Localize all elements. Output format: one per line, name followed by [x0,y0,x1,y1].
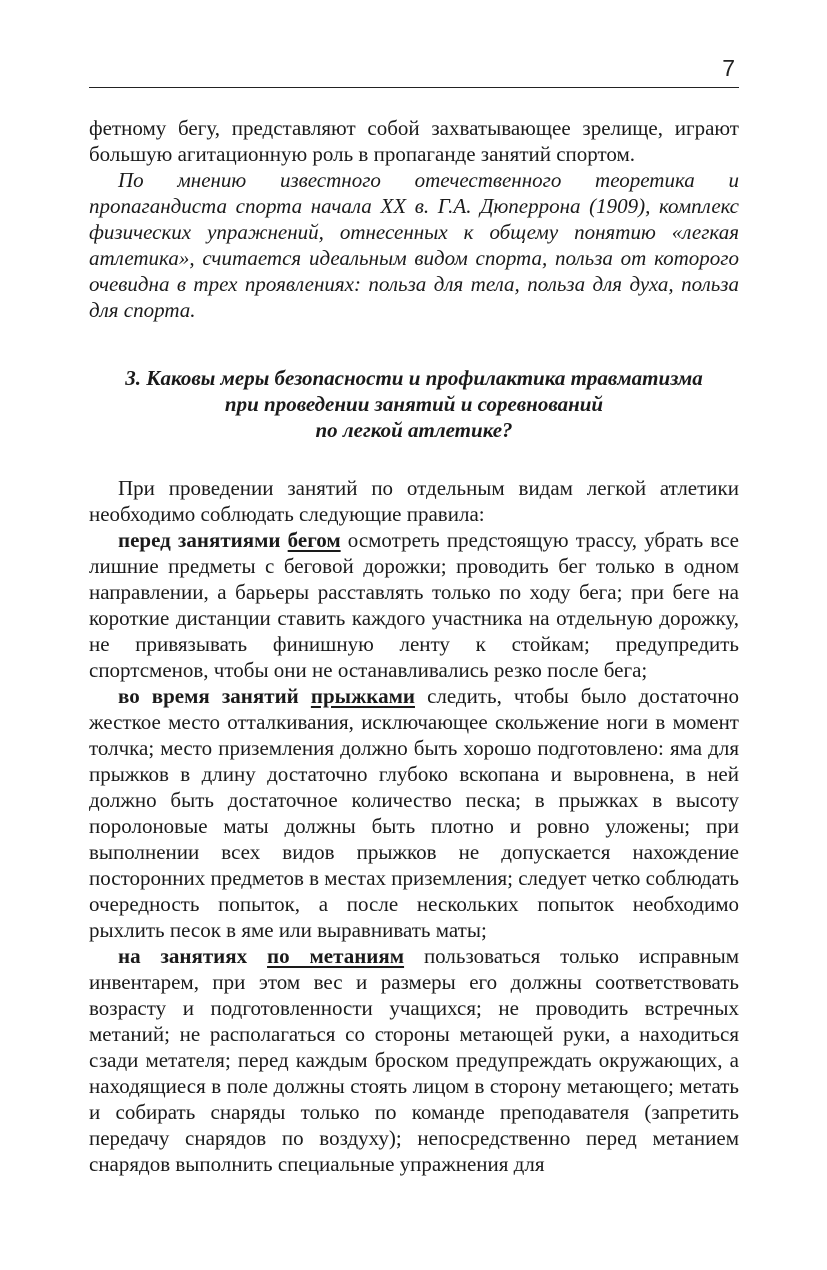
rule-throwing-lead-underlined: по метаниям [267,944,405,968]
rules-intro: При проведении занятий по отдельным видам легкой атлетики необходимо соблюдать следующие правила: [89,476,739,526]
rule-jumping-lead-underlined: прыжками [310,684,415,708]
rule-running-text: осмотреть предстоящую трассу, убрать все лишние предметы с беговой дорожки; проводить бег только в одном направлении, а барьеры расставлять только по ходу бега; при беге на короткие дистанции ставить каждого участника на отдельную дорожку, не привязывать финишную ленту к стойкам; предупредить спортсменов, чтобы они не останавливались резко после бега; [89,528,739,682]
section-heading-line-1: 3. Каковы меры безопасности и профилактика травматизма [125,366,703,390]
paragraph-continuation: фетному бегу, представляют собой захватывающее зрелище, играют большую агитационную роль в пропаганде занятий спортом. [89,116,739,166]
rule-jumping-lead: во время занятий [118,684,299,708]
paragraph-duperron-quote: По мнению известного отечественного теоретика и пропагандиста спорта начала XX в. Г.А. Дюперрона (1909), комплекс физических упражнений, отнесенных к общему понятию «легкая атлетика», считается идеальным видом спорта, польза от которого очевидна в трех проявлениях: польза для тела, польза для духа, польза для спорта. [89,168,739,322]
rule-throwing [89,943,739,1177]
book-page [89,0,739,1177]
page-body [89,88,739,1177]
section-heading-line-3: по легкой атлетике? [315,418,513,442]
rule-running-lead: перед занятиями [118,528,281,552]
section-heading [89,365,739,443]
page-number: 7 [722,55,735,81]
rule-running-lead-underlined: бегом [287,528,341,552]
rule-jumping [89,683,739,943]
rule-throwing-text: пользоваться только исправным инвентарем, при этом вес и размеры его должны соответствовать возрасту и подготовленности учащихся; не проводить встречных метаний; не располагаться со стороны метающей руки, а находиться сзади метателя; перед каждым броском предупреждать окружающих, а находящиеся в поле должны стоять лицом в сторону метающего; метать и собирать снаряды только по команде преподавателя (запретить передачу снарядов по воздуху); непосредственно перед метанием снарядов выполнить специальные упражнения для [89,944,740,1176]
rule-running [89,527,739,683]
rule-jumping-text: следить, чтобы было достаточно жесткое место отталкивания, исключающее скольжение ноги в момент толчка; место приземления должно быть хорошо подготовлено: яма для прыжков в длину достаточно глубоко вскопана и выровнена, в ней должно быть достаточное количество песка; в прыжках в высоту поролоновые маты должны быть плотно и ровно уложены; при выполнении всех видов прыжков не допускается нахождение посторонних предметов в местах приземления; следует четко соблюдать очередность попыток, а после нескольких попыток необходимо рыхлить песок в яме или выравнивать маты; [89,684,740,942]
section-heading-line-2: при проведении занятий и соревнований [224,392,604,416]
rule-throwing-lead: на занятиях [118,944,248,968]
page-header [89,0,739,88]
